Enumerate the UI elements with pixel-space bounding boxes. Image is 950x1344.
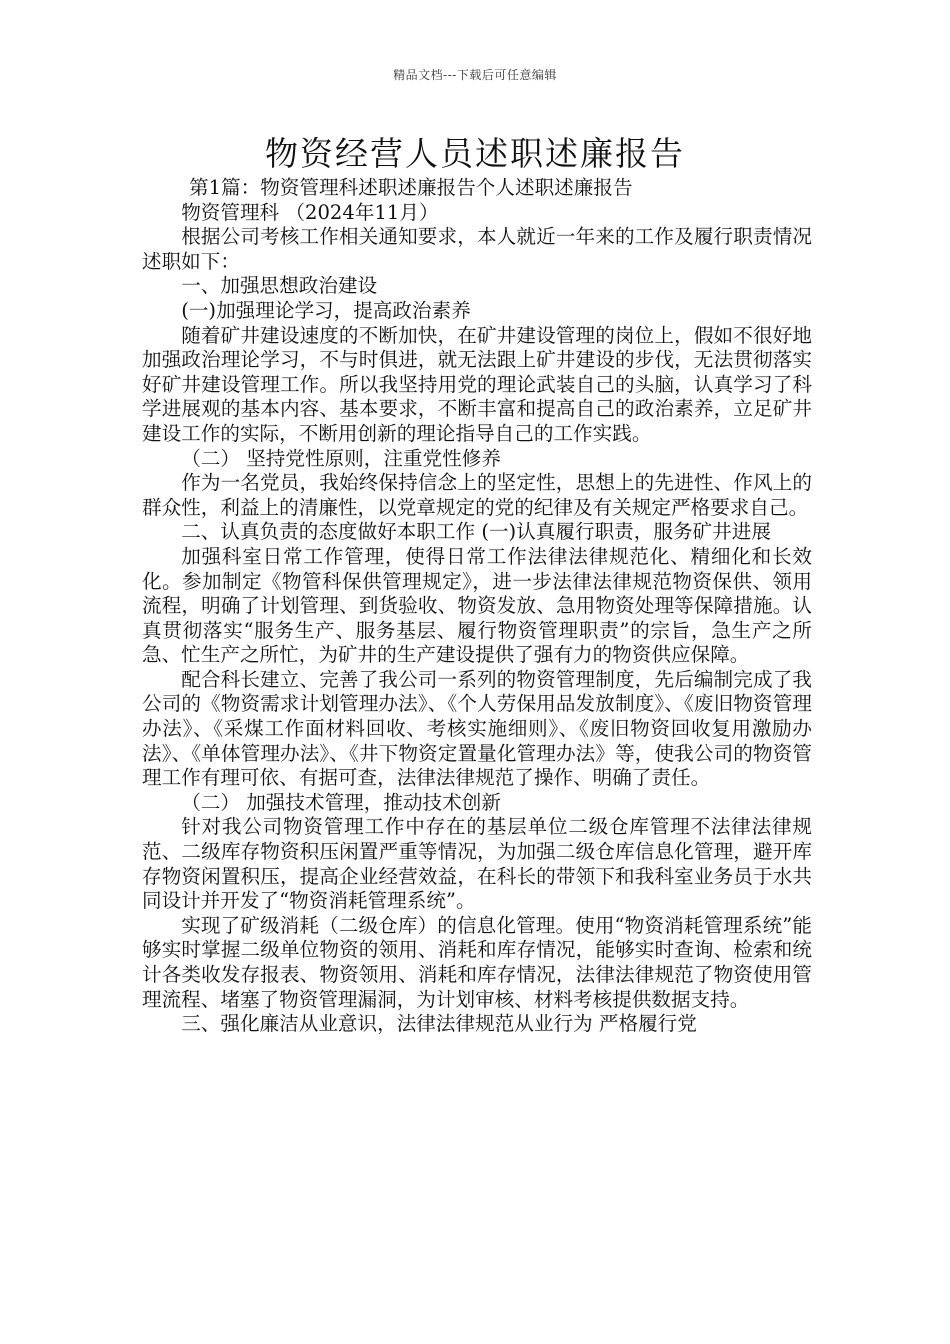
body-paragraph: 配合科长建立、完善了我公司一系列的物资管理制度，先后编制完成了我公司的《物资需求计划管理办法》、《个人劳保用品发放制度》、《废旧物资管理办法》、《采煤工作面材料回收、考核实施细则》、《废旧物资回收复用激励办法》、《单体管理办法》、《井下物资定置量化管理办法》等，使我公司的物资管理工作有理可依、有据可查，法律法律规范了操作、明确了责任。 [142, 667, 812, 790]
section-heading: 三、强化廉洁从业意识，法律法律规范从业行为 严格履行党 [181, 1012, 697, 1036]
department-date-line: 物资管理科 （2024年11月） [181, 200, 439, 224]
section-heading: 一、加强思想政治建设 [181, 274, 378, 298]
chapter-heading: 第1篇：物资管理科述职述廉报告个人述职述廉报告 [189, 176, 633, 199]
document-title: 物资经营人员述职述廉报告 [265, 134, 685, 173]
body-paragraph: 作为一名党员，我始终保持信念上的坚定性，思想上的先进性、作风上的群众性，利益上的清廉性，以党章规定的党的纪律及有关规定严格要求自己。 [142, 471, 812, 519]
body-paragraph: 加强科室日常工作管理，使得日常工作法律法律规范化、精细化和长效化。参加制定《物管科保供管理规定》，进一步法律法律规范物资保供、领用流程，明确了计划管理、到货验收、物资发放、急用物资处理等保障措施。认真贯彻落实“服务生产、服务基层、履行物资管理职责”的宗旨，急生产之所急、忙生产之所忙，为矿井的生产建设提供了强有力的物资供应保障。 [142, 544, 812, 667]
document-body [142, 176, 812, 1037]
body-paragraph: 针对我公司物资管理工作中存在的基层单位二级仓库管理不法律法律规范、二级库存物资积压闲置严重等情况，为加强二级仓库信息化管理，避开库存物资闲置积压，提高企业经营效益，在科长的带领下和我科室业务员于水共同设计并开发了“物资消耗管理系统”。 [142, 815, 812, 913]
page-header: 精品文档---下载后可任意编辑 [393, 68, 557, 82]
subsection-heading: （二） 加强技术管理，推动技术创新 [181, 790, 501, 814]
body-paragraph: 随着矿井建设速度的不断加快，在矿井建设管理的岗位上，假如不很好地加强政治理论学习，不与时俱进，就无法跟上矿井建设的步伐，无法贯彻落实好矿井建设管理工作。所以我坚持用党的理论武装自己的头脑，认真学习了科学进展观的基本内容、基本要求，不断丰富和提高自己的政治素养，立足矿井建设工作的实际，不断用创新的理论指导自己的工作实践。 [142, 323, 812, 445]
subsection-heading: （二） 坚持党性原则，注重党性修养 [181, 446, 501, 470]
section-heading: 二、认真负责的态度做好本职工作 (一)认真履行职责，服务矿井进展 [181, 520, 771, 544]
body-paragraph: 实现了矿级消耗（二级仓库）的信息化管理。使用“物资消耗管理系统”能够实时掌握二级单位物资的领用、消耗和库存情况，能够实时查询、检索和统计各类收发存报表、物资领用、消耗和库存情况，法律法律规范了物资使用管理流程、堵塞了物资管理漏洞，为计划审核、材料考核提供数据支持。 [142, 913, 812, 1011]
intro-paragraph: 根据公司考核工作相关通知要求，本人就近一年来的工作及履行职责情况述职如下： [142, 225, 812, 273]
subsection-heading: (一)加强理论学习，提高政治素养 [181, 298, 471, 322]
